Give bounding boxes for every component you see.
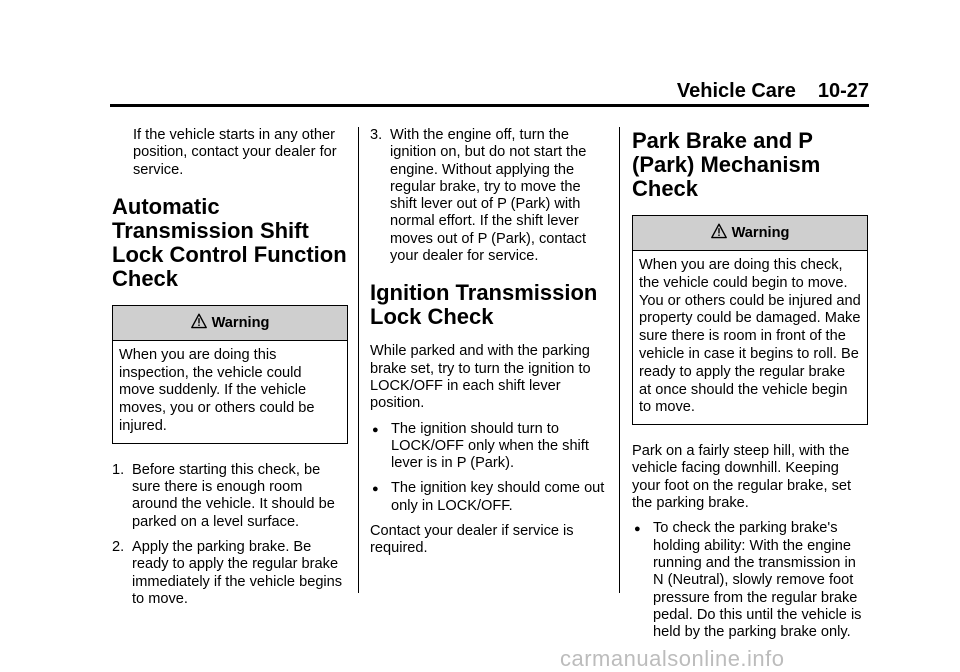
page-header (110, 80, 869, 107)
list-item (370, 480, 606, 515)
bullet-icon: ● (372, 483, 379, 496)
column-3 (632, 129, 868, 649)
list-item (112, 462, 348, 531)
list-item (112, 539, 348, 608)
step-text: With the engine off, turn the ignition on, but do not start the engine. Without applying the regular brake, try to move the shift lever out of P (Park) with normal effort. If the shift lever moves out of P (Park), contact your dealer for service. (390, 127, 587, 265)
header-title (677, 80, 869, 103)
step-number: 1. (112, 461, 125, 478)
warning-box (632, 215, 868, 425)
bullet-text: The ignition key should come out only in LOCK/OFF. (391, 480, 605, 514)
warning-title: Warning (211, 314, 270, 331)
column-2 (370, 127, 606, 566)
column-divider (619, 127, 620, 593)
step-text: Before starting this check, be sure there is enough room around the vehicle. It should be parked on a level surface. (132, 461, 335, 530)
step-text: Apply the parking brake. Be ready to apply the regular brake immediately if the vehicle begins to move. (132, 539, 343, 607)
bullet-icon: ● (634, 523, 641, 536)
bullet-text: To check the parking brake's holding ability: With the engine running and the transmission in N (Neutral), slowly remove foot pressure from the regular brake pedal. Do this until the vehicle is held by the parking brake only. (653, 520, 862, 641)
warning-title: Warning (731, 225, 790, 241)
watermark: carmanualsonline.info (560, 646, 785, 671)
section-title: Vehicle Care (676, 80, 796, 102)
list-item (370, 127, 606, 265)
step-number: 2. (112, 539, 125, 556)
paragraph: Contact your dealer if service is required. (370, 523, 574, 557)
warning-header (113, 306, 347, 341)
column-1 (112, 127, 348, 616)
column-divider (358, 127, 359, 593)
paragraph: While parked and with the parking brake set, try to turn the ignition to LOCK/OFF in each shift lever position. (370, 343, 591, 412)
intro-paragraph: If the vehicle starts in any other position, contact your dealer for service. (133, 127, 337, 178)
warning-text: When you are doing this inspection, the vehicle could move suddenly. If the vehicle moves, you or others could be injured. (119, 346, 315, 435)
list-item (370, 421, 606, 473)
page-number: 10-27 (817, 80, 869, 102)
warning-header (633, 216, 867, 251)
bullet-text: The ignition should turn to LOCK/OFF only when the shift lever is in P (Park). (391, 420, 589, 472)
warning-text: When you are doing this check, the vehicle could begin to move. You or others could be injured and property could be damaged. Make sure there is room in front of the vehicle in case it begins to roll. Be ready to apply the regular brake at once should the vehicle begin to move. (639, 257, 861, 416)
section-heading: Automatic Transmission Shift Lock Control Function Check (112, 193, 347, 291)
section-heading: Park Brake and P (Park) Mechanism Check (632, 128, 821, 201)
list-item (632, 520, 868, 641)
paragraph: Park on a fairly steep hill, with the vehicle facing downhill. Keeping your foot on the regular brake, set the parking brake. (632, 443, 852, 512)
warning-box (112, 305, 348, 444)
warning-triangle-icon (711, 223, 727, 239)
step-number: 3. (370, 127, 383, 143)
section-heading: Ignition Transmission Lock Check (370, 280, 598, 330)
bullet-icon: ● (372, 423, 379, 436)
warning-triangle-icon (191, 313, 207, 329)
